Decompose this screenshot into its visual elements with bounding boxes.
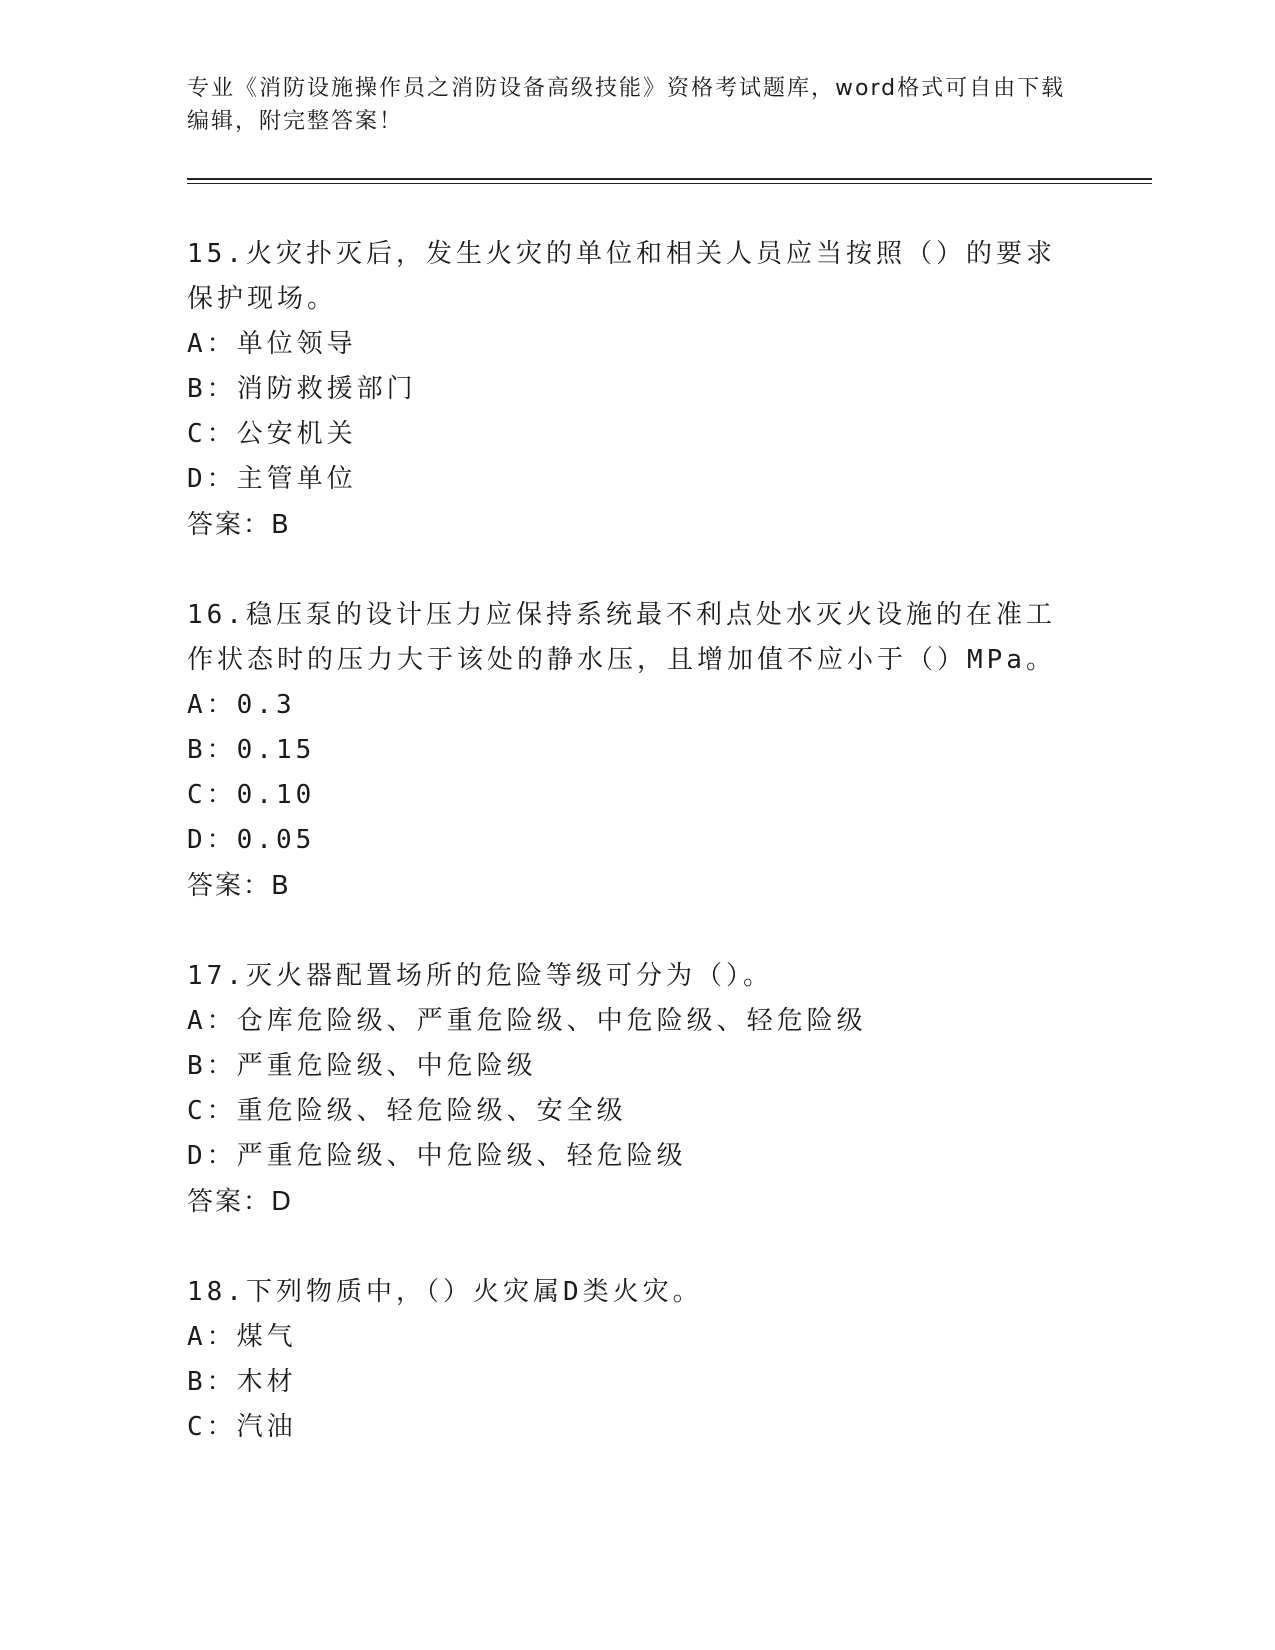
- question-list: [187, 232, 1077, 1495]
- option-c: C：汽油: [187, 1412, 297, 1442]
- question-text: 16.稳压泵的设计压力应保持系统最不利点处水灭火设施的在准工作状态时的压力大于该处的静水压，且增加值不应小于（）MPa。: [187, 600, 1056, 675]
- answer-line: 答案：B: [187, 510, 291, 540]
- option-a: A：0.3: [187, 690, 296, 720]
- answer-line: 答案：D: [187, 1187, 294, 1217]
- header-rule-thick: [187, 178, 1152, 180]
- question-text: 17.灭火器配置场所的危险等级可分为（）。: [187, 961, 773, 991]
- question-16: [187, 593, 1077, 909]
- option-d: D：主管单位: [187, 464, 357, 494]
- option-b: B：木材: [187, 1367, 297, 1397]
- option-a: A：煤气: [187, 1322, 297, 1352]
- header-rule-thin: [187, 183, 1152, 184]
- question-15: [187, 232, 1077, 548]
- option-c: C：公安机关: [187, 419, 357, 449]
- option-d: D：0.05: [187, 825, 316, 855]
- option-b: B：消防救援部门: [187, 374, 417, 404]
- document-header: 专业《消防设施操作员之消防设备高级技能》资格考试题库，word格式可自由下载编辑，附完整答案！: [187, 76, 1066, 134]
- option-a: A：仓库危险级、严重危险级、中危险级、轻危险级: [187, 1006, 867, 1036]
- answer-line: 答案：B: [187, 871, 291, 901]
- option-c: C：0.10: [187, 780, 316, 810]
- option-b: B：严重危险级、中危险级: [187, 1051, 537, 1081]
- option-d: D：严重危险级、中危险级、轻危险级: [187, 1141, 687, 1171]
- question-18: [187, 1270, 1077, 1450]
- question-text: 15.火灾扑灭后，发生火灾的单位和相关人员应当按照（）的要求保护现场。: [187, 239, 1056, 314]
- option-a: A：单位领导: [187, 329, 357, 359]
- option-b: B：0.15: [187, 735, 316, 765]
- question-17: [187, 954, 1077, 1225]
- question-text: 18.下列物质中，（）火灾属D类火灾。: [187, 1277, 703, 1307]
- option-c: C：重危险级、轻危险级、安全级: [187, 1096, 627, 1126]
